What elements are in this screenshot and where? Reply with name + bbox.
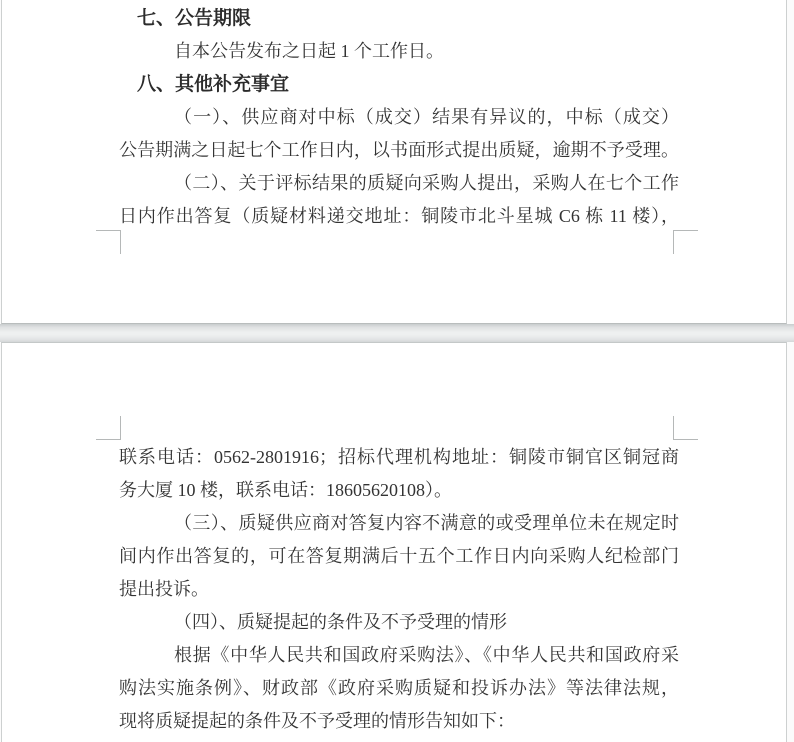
text-line[interactable]: 间内作出答复的，可在答复期满后十五个工作日内向采购人纪检部门 (119, 546, 679, 566)
section-heading[interactable]: 七、公告期限 (137, 8, 252, 29)
crop-mark-bottom-left (96, 230, 121, 254)
text-line[interactable]: 根据《中华人民共和国政府采购法》、《中华人民共和国政府采 (174, 645, 679, 665)
crop-mark-bottom-right (673, 230, 698, 254)
page1-text-column (119, 2, 679, 233)
text-line[interactable]: 日内作出答复（质疑材料递交地址：铜陵市北斗星城 C6 栋 11 楼）， (119, 206, 679, 226)
section-heading[interactable]: 八、其他补充事宜 (137, 74, 290, 95)
text-line[interactable]: （二）、关于评标结果的质疑向采购人提出，采购人在七个工作 (174, 173, 679, 193)
text-line[interactable]: 联系电话：0562-2801916；招标代理机构地址：铜陵市铜官区铜冠商 (119, 447, 679, 467)
crop-mark-top-left (96, 416, 121, 440)
text-line[interactable]: （一）、供应商对中标（成交）结果有异议的，中标（成交） (174, 107, 679, 127)
text-line[interactable]: 自本公告发布之日起 1 个工作日。 (174, 41, 444, 61)
text-line[interactable]: 务大厦 10 楼，联系电话：18605620108）。 (119, 480, 452, 500)
text-line[interactable]: 提出投诉。 (119, 579, 209, 599)
text-line[interactable]: 购法实施条例》、财政部《政府采购质疑和投诉办法》等法律法规， (119, 678, 679, 698)
text-line[interactable]: 现将质疑提起的条件及不予受理的情形告知如下： (119, 711, 515, 731)
page-gap-band (0, 324, 794, 342)
page2-text-column (119, 441, 679, 738)
crop-mark-top-right (673, 416, 698, 440)
text-line[interactable]: （四）、质疑提起的条件及不予受理的情形 (174, 612, 507, 632)
text-line[interactable]: （三）、质疑供应商对答复内容不满意的或受理单位未在规定时 (174, 513, 679, 533)
text-line[interactable]: 公告期满之日起七个工作日内，以书面形式提出质疑，逾期不予受理。 (119, 140, 679, 160)
